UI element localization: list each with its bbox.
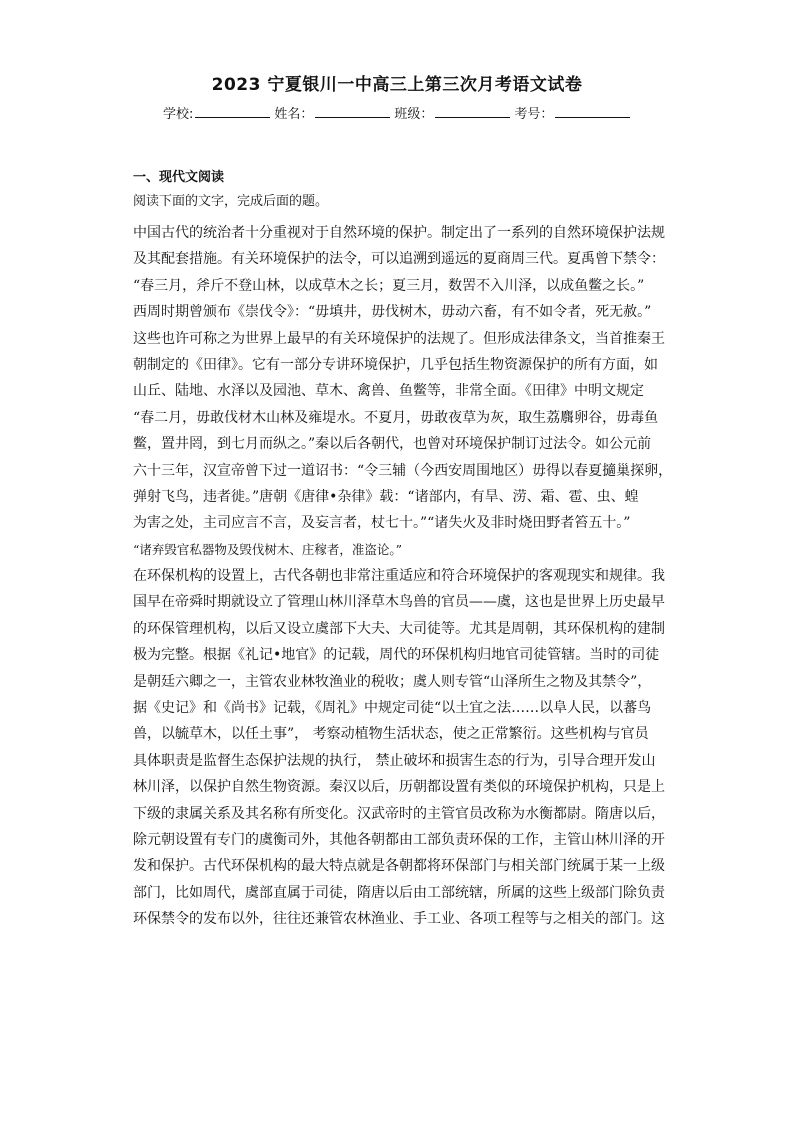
passage-line: 据《史记》和《尚书》记载，《周礼》中规定司徒“以土宜之法……以阜人民，以蕃鸟 — [133, 700, 652, 717]
passage-line: 这些也许可称之为世界上最早的有关环境保护的法规了。但形成法律条文，当首推秦王 — [133, 330, 665, 347]
passage-line: 环保禁令的发布以外，往往还兼管农林渔业、手工业、各项工程等与之相关的部门。这 — [133, 911, 665, 928]
school-blank — [195, 105, 270, 118]
passage-line: 国早在帝舜时期就设立了管理山林川泽草木鸟兽的官员——虞，这也是世界上历史最早 — [133, 594, 665, 611]
passage-line: 及其配套措施。有关环境保护的法令，可以追溯到遥远的夏商周三代。夏禹曾下禁令： — [133, 251, 665, 268]
passage-line: 为害之处，主司应言不言，及妄言者，杖七十。”“诸失火及非时烧田野者笞五十。” — [133, 515, 631, 532]
passage-line: 朝制定的《田律》。它有一部分专讲环境保护，几乎包括生物资源保护的所有方面，如 — [133, 356, 658, 373]
passage-line: 是朝廷六卿之一，主管农业林牧渔业的税收；虞人则专管“山泽所生之物及其禁令”， — [133, 673, 652, 690]
instruction-text: 阅读下面的文字，完成后面的题。 — [133, 194, 329, 209]
class-blank — [435, 105, 510, 118]
document-title: 2023 宁夏银川一中高三上第三次月考语文试卷 — [211, 75, 583, 95]
passage-body — [133, 220, 673, 933]
passage-line: “春二月，毋敢伐材木山林及雍堤水。不夏月，毋敢夜草为灰，取生荔麛卵谷，毋毒鱼 — [133, 409, 659, 426]
passage-line: 鳖，置井罔，到七月而纵之。”秦以后各朝代，也曾对环境保护制订过法令。如公元前 — [133, 436, 652, 453]
passage-line: 兽，以毓草木，以任土事”， 考察动植物生活状态，使之正常繁衍。这些机构与官员 — [133, 726, 649, 743]
passage-line: “诸弃毁官私器物及毁伐树木、庄稼者，准盗论。” — [133, 541, 403, 557]
name-blank — [315, 105, 390, 118]
name-label: 姓名： — [274, 107, 314, 122]
exam-number-label: 考号： — [514, 107, 554, 122]
passage-line: 弹射飞鸟，违者徙。”唐朝《唐律•杂律》载：“诸部内，有旱、涝、霜、雹、虫、蝗 — [133, 488, 639, 505]
passage-line: 具体职责是监督生态保护法规的执行， 禁止破坏和损害生态的行为，引导合理开发山 — [133, 752, 656, 769]
passage-line: 部门，比如周代，虞部直属于司徒，隋唐以后由工部统辖，所属的这些上级部门除负责 — [133, 884, 665, 901]
passage-line: 六十三年，汉宣帝曾下过一道诏书：“令三辅（今西安周围地区）毋得以春夏擿巢探卵， — [133, 462, 673, 479]
class-label: 班级： — [394, 107, 434, 122]
passage-line: 山丘、陆地、水泽以及园池、草木、禽兽、鱼鳖等，非常全面。《田律》中明文规定 — [133, 383, 644, 400]
passage-line: “春三月，斧斤不登山林，以成草木之长；夏三月，数罟不入川泽，以成鱼鳖之长。” — [133, 277, 645, 294]
passage-line: 发和保护。古代环保机构的最大特点就是各朝都将环保部门与相关部门统属于某一上级 — [133, 858, 665, 875]
passage-line: 中国古代的统治者十分重视对于自然环境的保护。制定出了一系列的自然环境保护法规 — [133, 225, 665, 241]
school-label: 学校: — [163, 107, 194, 122]
exam-number-blank — [555, 105, 630, 118]
passage-line: 极为完整。根据《礼记•地官》的记载，周代的环保机构归地官司徒管辖。当时的司徒 — [133, 647, 660, 664]
passage-line: 西周时期曾颁布《崇伐令》：“毋填井，毋伐树木，毋动六畜，有不如令者，死无赦。” — [133, 304, 652, 321]
passage-line: 除元朝设置有专门的虞衡司外，其他各朝都由工部负责环保的工作，主管山林川泽的开 — [133, 831, 665, 848]
section-heading: 一、现代文阅读 — [133, 170, 225, 185]
passage-line: 林川泽，以保护自然生物资源。秦汉以后，历朝都设置有类似的环境保护机构，只是上 — [133, 779, 665, 796]
passage-line: 下级的隶属关系及其名称有所变化。汉武帝时的主管官员改称为水衡都尉。隋唐以后， — [133, 805, 665, 822]
student-info-row — [163, 103, 634, 122]
passage-line: 的环保管理机构，以后又设立虞部下大夫、大司徒等。尤其是周朝，其环保机构的建制 — [133, 620, 665, 637]
passage-line: 在环保机构的设置上，古代各朝也非常注重适应和符合环境保护的客观现实和规律。我 — [133, 568, 665, 585]
